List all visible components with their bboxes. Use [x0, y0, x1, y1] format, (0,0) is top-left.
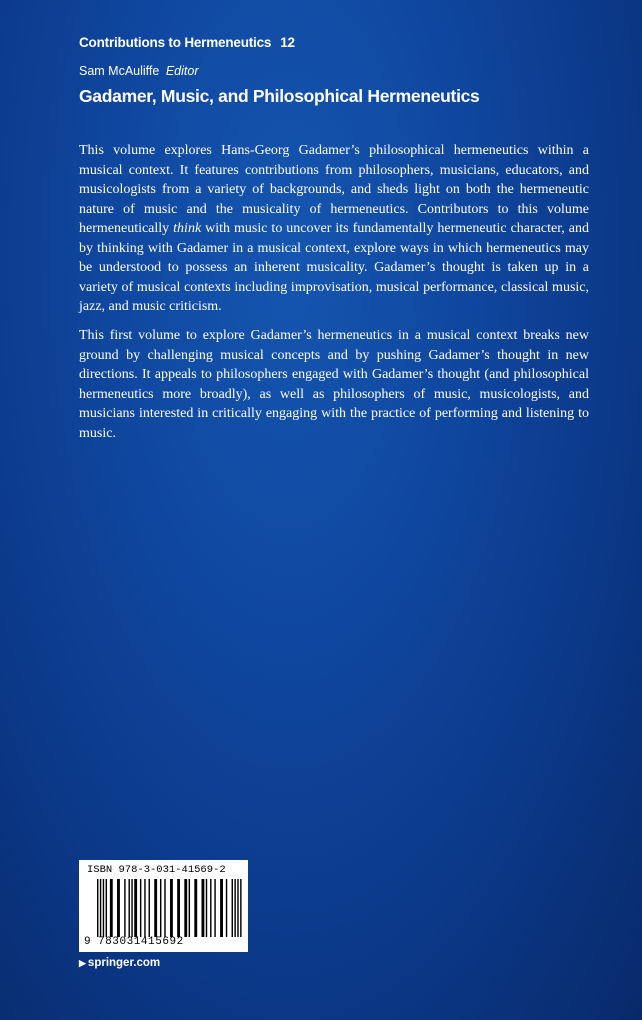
barcode-bars [97, 879, 243, 937]
editor-name: Sam McAuliffe [79, 64, 160, 78]
series-name: Contributions to Hermeneutics [79, 35, 272, 50]
publisher-link[interactable] [79, 957, 160, 969]
barcode-bar [234, 879, 235, 937]
barcode-bar [170, 879, 173, 937]
barcode-bar [100, 879, 101, 937]
barcode-bar [220, 879, 223, 937]
barcode-bar [232, 879, 233, 937]
blurb-paragraph-1 [79, 141, 589, 317]
barcode-bar [210, 879, 211, 937]
isbn-label: ISBN 978-3-031-41569-2 [87, 864, 226, 876]
editor-line [79, 64, 199, 78]
barcode-bar [226, 879, 227, 937]
blurb-p1-start: This volume explores Hans-Georg Gadamer’s philosophical hermeneutics within a musical context. It features contributions from philosophers, musicians, educators, and musicologists from a variety of backgrounds, and sheds light on both the hermeneutic nature of music and the musicality of hermeneutics. Contributors to this volume hermeneutically [79, 143, 589, 236]
barcode-bar [154, 879, 157, 937]
series-line [79, 35, 295, 50]
arrow-icon: ▶ [79, 958, 86, 968]
barcode-lead-digit: 9 [84, 936, 91, 948]
barcode-bar [106, 879, 107, 937]
publisher-url: springer.com [87, 957, 161, 969]
barcode-bar [140, 879, 141, 937]
editor-role: Editor [165, 64, 199, 78]
barcode-bar [131, 879, 132, 937]
barcode-bar [184, 879, 187, 937]
barcode-bar [164, 879, 165, 937]
blurb-p1-end: with music to uncover its fundamentally hermeneutic character, and by thinking with Gadamer in a musical context, explore ways in which hermeneutics may be understood to possess an inherent musicality. Gadamer’s thought is taken up in a variety of musical contexts including improvisation, musical performance, classical music, jazz, and music criticism. [79, 221, 589, 314]
barcode-bar [97, 879, 98, 937]
barcode-bar [117, 879, 120, 937]
barcode-bar [240, 879, 241, 937]
barcode-bar [128, 879, 129, 937]
barcode-digits: 783031415692 [98, 936, 184, 948]
series-number: 12 [280, 35, 295, 50]
barcode-bar [194, 879, 197, 937]
barcode-bar [144, 879, 145, 937]
blurb-paragraph-2: This first volume to explore Gadamer’s hermeneutics in a musical context breaks new ground by challenging musical concepts and by pushing Gadamer’s thought in new directions. It appeals to philosophers engaged with Gadamer’s thought (and philosophical hermeneutics more broadly), as well as philosophers of music, musicologists, and musicians interested in critically engaging with the practice of performing and listening to music. [79, 328, 589, 441]
barcode-bar [237, 879, 238, 937]
book-title: Gadamer, Music, and Philosophical Hermeneutics [79, 86, 480, 106]
barcode-bar [214, 879, 215, 937]
barcode-bar [134, 879, 137, 937]
barcode-bar [177, 879, 180, 937]
barcode-bar [160, 879, 161, 937]
isbn-barcode [79, 860, 248, 952]
barcode-bar [124, 879, 125, 937]
barcode-bar [189, 879, 190, 937]
barcode-bar [110, 879, 113, 937]
barcode-bar [201, 879, 204, 937]
barcode-bar [206, 879, 207, 937]
barcode-bar [103, 879, 104, 937]
blurb-p1-emphasis: think [173, 221, 202, 236]
barcode-bar [149, 879, 150, 937]
